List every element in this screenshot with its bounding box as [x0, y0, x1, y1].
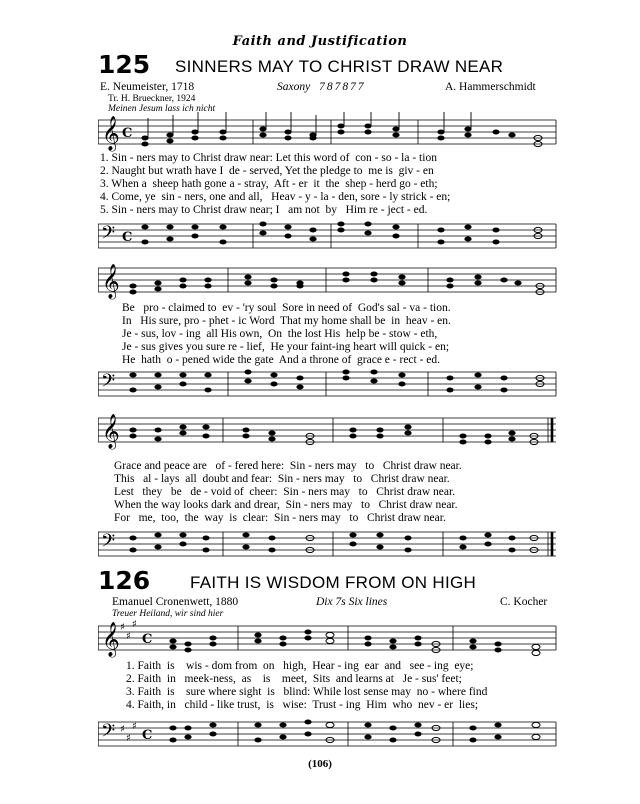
lyric-line: Be pro - claimed to ev - 'ry soul Sore in need of God's sal - va - tion. [122, 302, 451, 314]
hymn-125-author: E. Neumeister, 1718 [100, 81, 195, 93]
svg-text:C: C [122, 230, 133, 245]
lyric-line: 3. Faith is sure where sight is blind: While lost sense may no - where find [126, 686, 488, 698]
hymn-126-treble-staff [98, 618, 558, 658]
hymn-126-original-title: Treuer Heiland, wir sind hier [112, 609, 224, 619]
bass-clef-icon: 𝄢 [101, 371, 116, 396]
lyric-line: This al - lays all doubt and fear: Sin - ners may to Christ draw near. [114, 473, 450, 485]
hymn-125-system1-lyrics [100, 152, 555, 217]
lyric-line: 5. Sin - ners may to Christ draw near; I am not by Him re - ject - ed. [100, 204, 428, 216]
hymn-125-meter: 787877 [319, 81, 366, 93]
svg-text:C: C [122, 126, 133, 141]
sharp-icon: ♯ [126, 631, 131, 642]
hymn-125-system2-bass-staff [98, 364, 558, 404]
hymn-125-translator: Tr. H. Brueckner, 1924 [108, 94, 196, 104]
lyric-line: He hath o - pened wide the gate And a throne of grace e - rect - ed. [122, 354, 441, 366]
lyric-line: Lest they be de - void of cheer: Sin - ners may to Christ draw near. [114, 486, 456, 498]
treble-clef-icon: 𝄞 [102, 414, 120, 449]
hymn-126-author: Emanuel Cronenwett, 1880 [112, 596, 239, 608]
lyric-line: For me, too, the way is clear: Sin - ners may to Christ draw near. [114, 512, 446, 524]
treble-clef-icon: 𝄞 [102, 264, 120, 299]
lyric-line: 2. Naught but wrath have I de - served, Yet the pledge to me is giv - en [100, 165, 434, 177]
lyric-line: Grace and peace are of - fered here: Sin - ners may to Christ draw near. [114, 460, 462, 472]
lyric-line: In His sure, pro - phet - ic Word That my home shall be in heav - en. [122, 315, 451, 327]
hymn-126-meter: Dix 7s Six lines [316, 596, 388, 608]
hymn-125-system3-bass-staff [98, 524, 558, 564]
lyric-line: 3. When a sheep hath gone a - stray, Aft - er it the shep - herd go - eth; [100, 178, 438, 190]
hymn-125-number: 125 [98, 50, 151, 79]
treble-clef-icon: 𝄞 [102, 622, 120, 657]
svg-text:C: C [142, 728, 153, 743]
section-title: Faith and Justification [232, 34, 408, 49]
bass-clef-icon: 𝄢 [101, 531, 116, 556]
hymn-125-title: SINNERS MAY TO CHRIST DRAW NEAR [175, 57, 504, 76]
hymn-125-system2-treble-staff [98, 260, 558, 300]
hymn-125-system2-lyrics [100, 302, 555, 367]
hymn-126-bass-staff [98, 714, 558, 754]
lyric-line: 4. Come, ye sin - ners, one and all, Heav - y - la - den, sore - ly strick - en; [100, 191, 451, 203]
lyric-line: 4. Faith, in child - like trust, is wise: Trust - ing Him who nev - er lies; [126, 699, 479, 711]
hymn-126-composer: C. Kocher [500, 596, 548, 608]
hymn-125-system1-treble-staff [98, 112, 558, 152]
hymn-125-tune [277, 81, 366, 93]
bass-clef-icon: 𝄢 [101, 223, 116, 248]
sharp-icon: ♯ [132, 619, 137, 630]
lyric-line: 2. Faith in meek-ness, as is meet, Sits and learns at Je - sus' feet; [126, 673, 462, 685]
hymn-125-system3-treble-staff [98, 410, 558, 450]
hymn-125-tune-name: Saxony [277, 81, 311, 93]
lyric-line: Je - sus, lov - ing all His own, On the lost His help be - stow - eth, [122, 328, 438, 340]
treble-clef-icon: 𝄞 [102, 116, 120, 151]
hymn-125-composer: A. Hammerschmidt [445, 81, 536, 93]
lyric-line: 1. Sin - ners may to Christ draw near: Let this word of con - so - la - tion [100, 152, 437, 164]
hymn-126-number: 126 [98, 566, 151, 595]
hymn-126-title: FAITH IS WISDOM FROM ON HIGH [190, 573, 477, 592]
sharp-icon: ♯ [126, 733, 131, 744]
sharp-icon: ♯ [132, 721, 137, 732]
svg-text:C: C [142, 632, 153, 647]
sharp-icon: ♯ [120, 622, 125, 633]
hymn-125-system1-bass-staff [98, 216, 558, 256]
sharp-icon: ♯ [120, 724, 125, 735]
hymn-125-system3-lyrics [100, 460, 555, 525]
hymn-126-system1-lyrics [100, 660, 555, 712]
lyric-line: Je - sus gives you sure re - lief, He your faint-ing heart will quick - en; [122, 341, 450, 353]
page-number: (106) [308, 758, 332, 770]
hymn-125-original-title: Meinen Jesum lass ich nicht [108, 104, 216, 114]
lyric-line: When the way looks dark and drear, Sin - ners may to Christ draw near. [114, 499, 458, 511]
bass-clef-icon: 𝄢 [101, 721, 116, 746]
lyric-line: 1. Faith is wis - dom from on high, Hear - ing ear and see - ing eye; [126, 660, 474, 672]
